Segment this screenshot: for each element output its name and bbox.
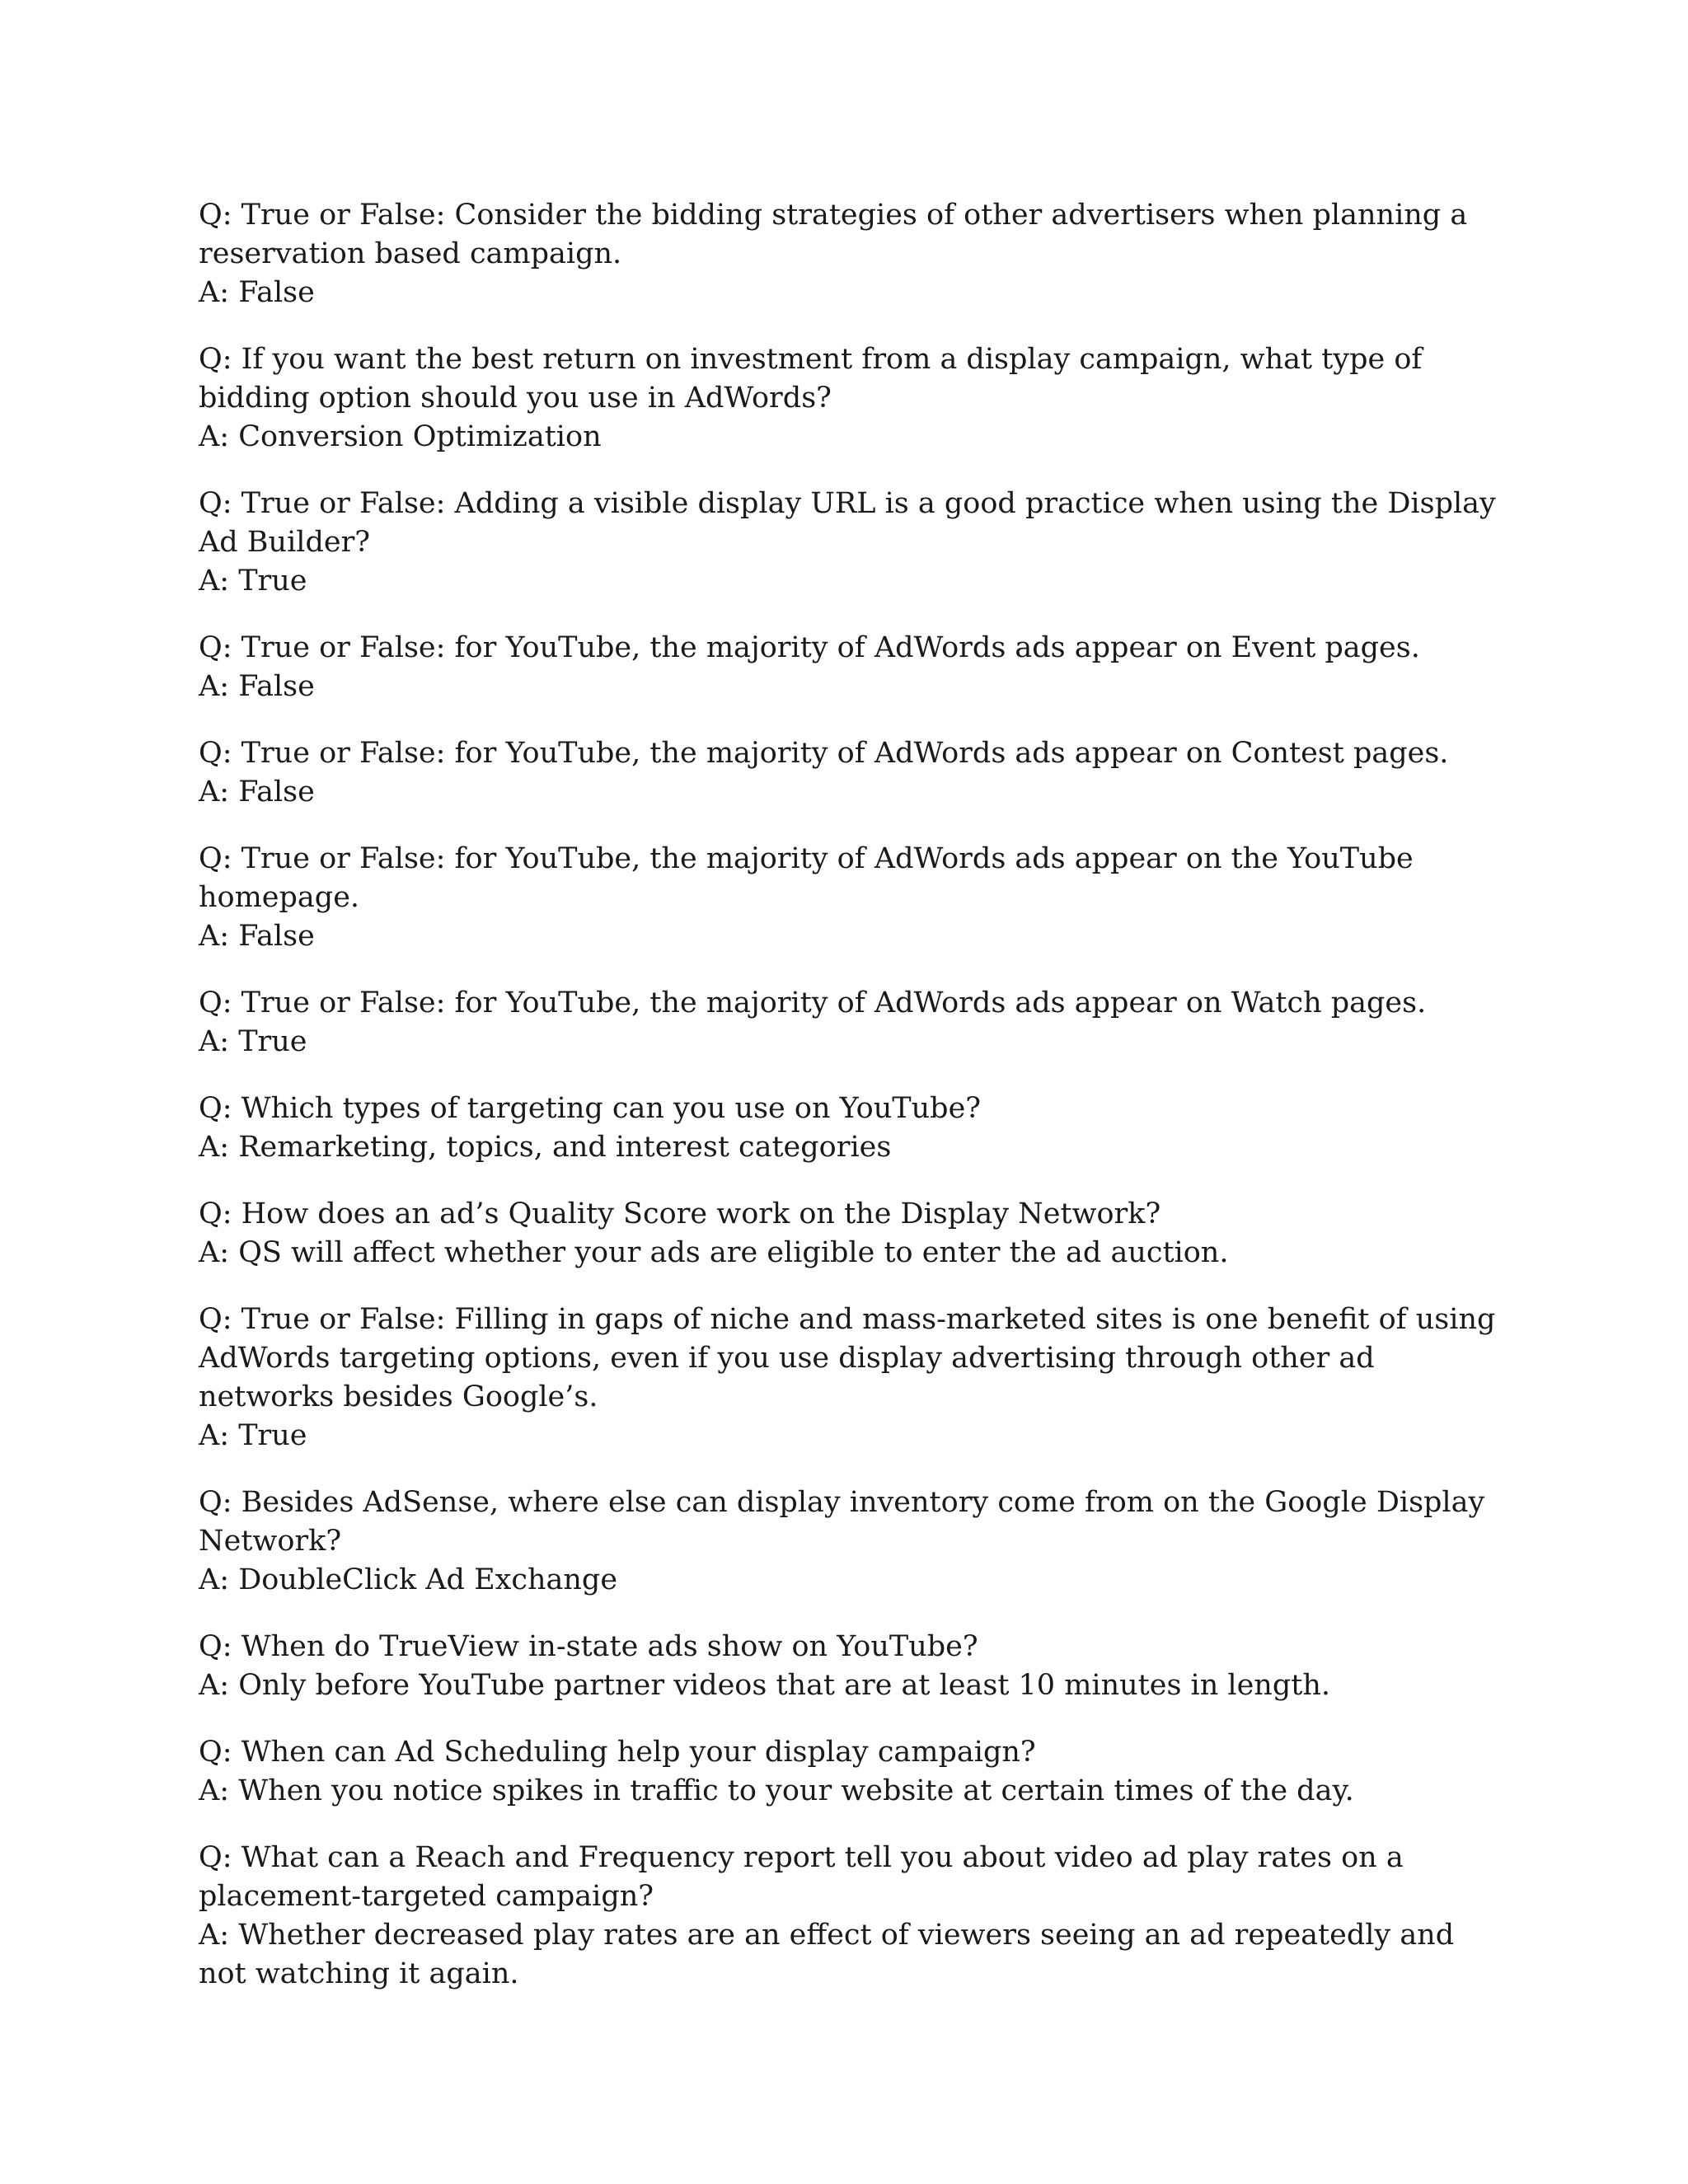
qa-item bbox=[199, 1839, 1501, 1994]
question-text: Q: Which types of targeting can you use on YouTube? bbox=[199, 1092, 982, 1125]
question-text: Q: True or False: for YouTube, the majority of AdWords ads appear on the YouTube homepage. bbox=[199, 842, 1414, 914]
qa-item bbox=[199, 840, 1501, 956]
qa-item bbox=[199, 734, 1501, 812]
answer-text: A: Conversion Optimization bbox=[199, 420, 602, 453]
question-text: Q: True or False: Consider the bidding strategies of other advertisers when planning a reservation based campaign. bbox=[199, 199, 1468, 270]
answer-text: A: False bbox=[199, 670, 315, 703]
qa-item bbox=[199, 196, 1501, 312]
answer-text: A: Remarketing, topics, and interest categories bbox=[199, 1131, 892, 1164]
question-text: Q: If you want the best return on investment from a display campaign, what type of bidding option should you use in AdWords? bbox=[199, 343, 1423, 415]
question-text: Q: True or False: for YouTube, the majority of AdWords ads appear on Contest pages. bbox=[199, 737, 1449, 770]
question-text: Q: How does an ad’s Quality Score work on the Display Network? bbox=[199, 1197, 1161, 1230]
answer-text: A: False bbox=[199, 920, 315, 953]
answer-text: A: QS will affect whether your ads are eligible to enter the ad auction. bbox=[199, 1236, 1229, 1269]
qa-item bbox=[199, 1090, 1501, 1167]
qa-item bbox=[199, 1483, 1501, 1600]
question-text: Q: True or False: for YouTube, the majority of AdWords ads appear on Event pages. bbox=[199, 631, 1420, 664]
answer-text: A: True bbox=[199, 1025, 307, 1058]
qa-item bbox=[199, 1733, 1501, 1811]
answer-text: A: False bbox=[199, 276, 315, 309]
qa-item bbox=[199, 1628, 1501, 1705]
question-text: Q: True or False: Filling in gaps of niche and mass-marketed sites is one benefit of using AdWords targeting options, even if you use display advertising through other ad networks besides Google’s. bbox=[199, 1303, 1496, 1413]
answer-text: A: Whether decreased play rates are an effect of viewers seeing an ad repeatedly and not watching it again. bbox=[199, 1919, 1455, 1990]
question-text: Q: What can a Reach and Frequency report tell you about video ad play rates on a placement-targeted campaign? bbox=[199, 1841, 1404, 1913]
qa-item bbox=[199, 485, 1501, 601]
question-text: Q: True or False: Adding a visible display URL is a good practice when using the Display Ad Builder? bbox=[199, 487, 1496, 559]
answer-text: A: DoubleClick Ad Exchange bbox=[199, 1563, 618, 1596]
answer-text: A: Only before YouTube partner videos that are at least 10 minutes in length. bbox=[199, 1669, 1330, 1702]
answer-text: A: True bbox=[199, 565, 307, 598]
answer-text: A: When you notice spikes in traffic to your website at certain times of the day. bbox=[199, 1774, 1354, 1807]
answer-text: A: False bbox=[199, 776, 315, 808]
question-text: Q: When can Ad Scheduling help your display campaign? bbox=[199, 1736, 1036, 1769]
qa-item bbox=[199, 984, 1501, 1062]
qa-item bbox=[199, 340, 1501, 457]
question-text: Q: Besides AdSense, where else can display inventory come from on the Google Display Network? bbox=[199, 1486, 1485, 1558]
qa-item bbox=[199, 1195, 1501, 1272]
answer-text: A: True bbox=[199, 1419, 307, 1452]
qa-item bbox=[199, 1301, 1501, 1455]
qa-list bbox=[199, 196, 1501, 2022]
question-text: Q: When do TrueView in-state ads show on YouTube? bbox=[199, 1630, 978, 1663]
qa-item bbox=[199, 629, 1501, 706]
question-text: Q: True or False: for YouTube, the majority of AdWords ads appear on Watch pages. bbox=[199, 987, 1427, 1019]
